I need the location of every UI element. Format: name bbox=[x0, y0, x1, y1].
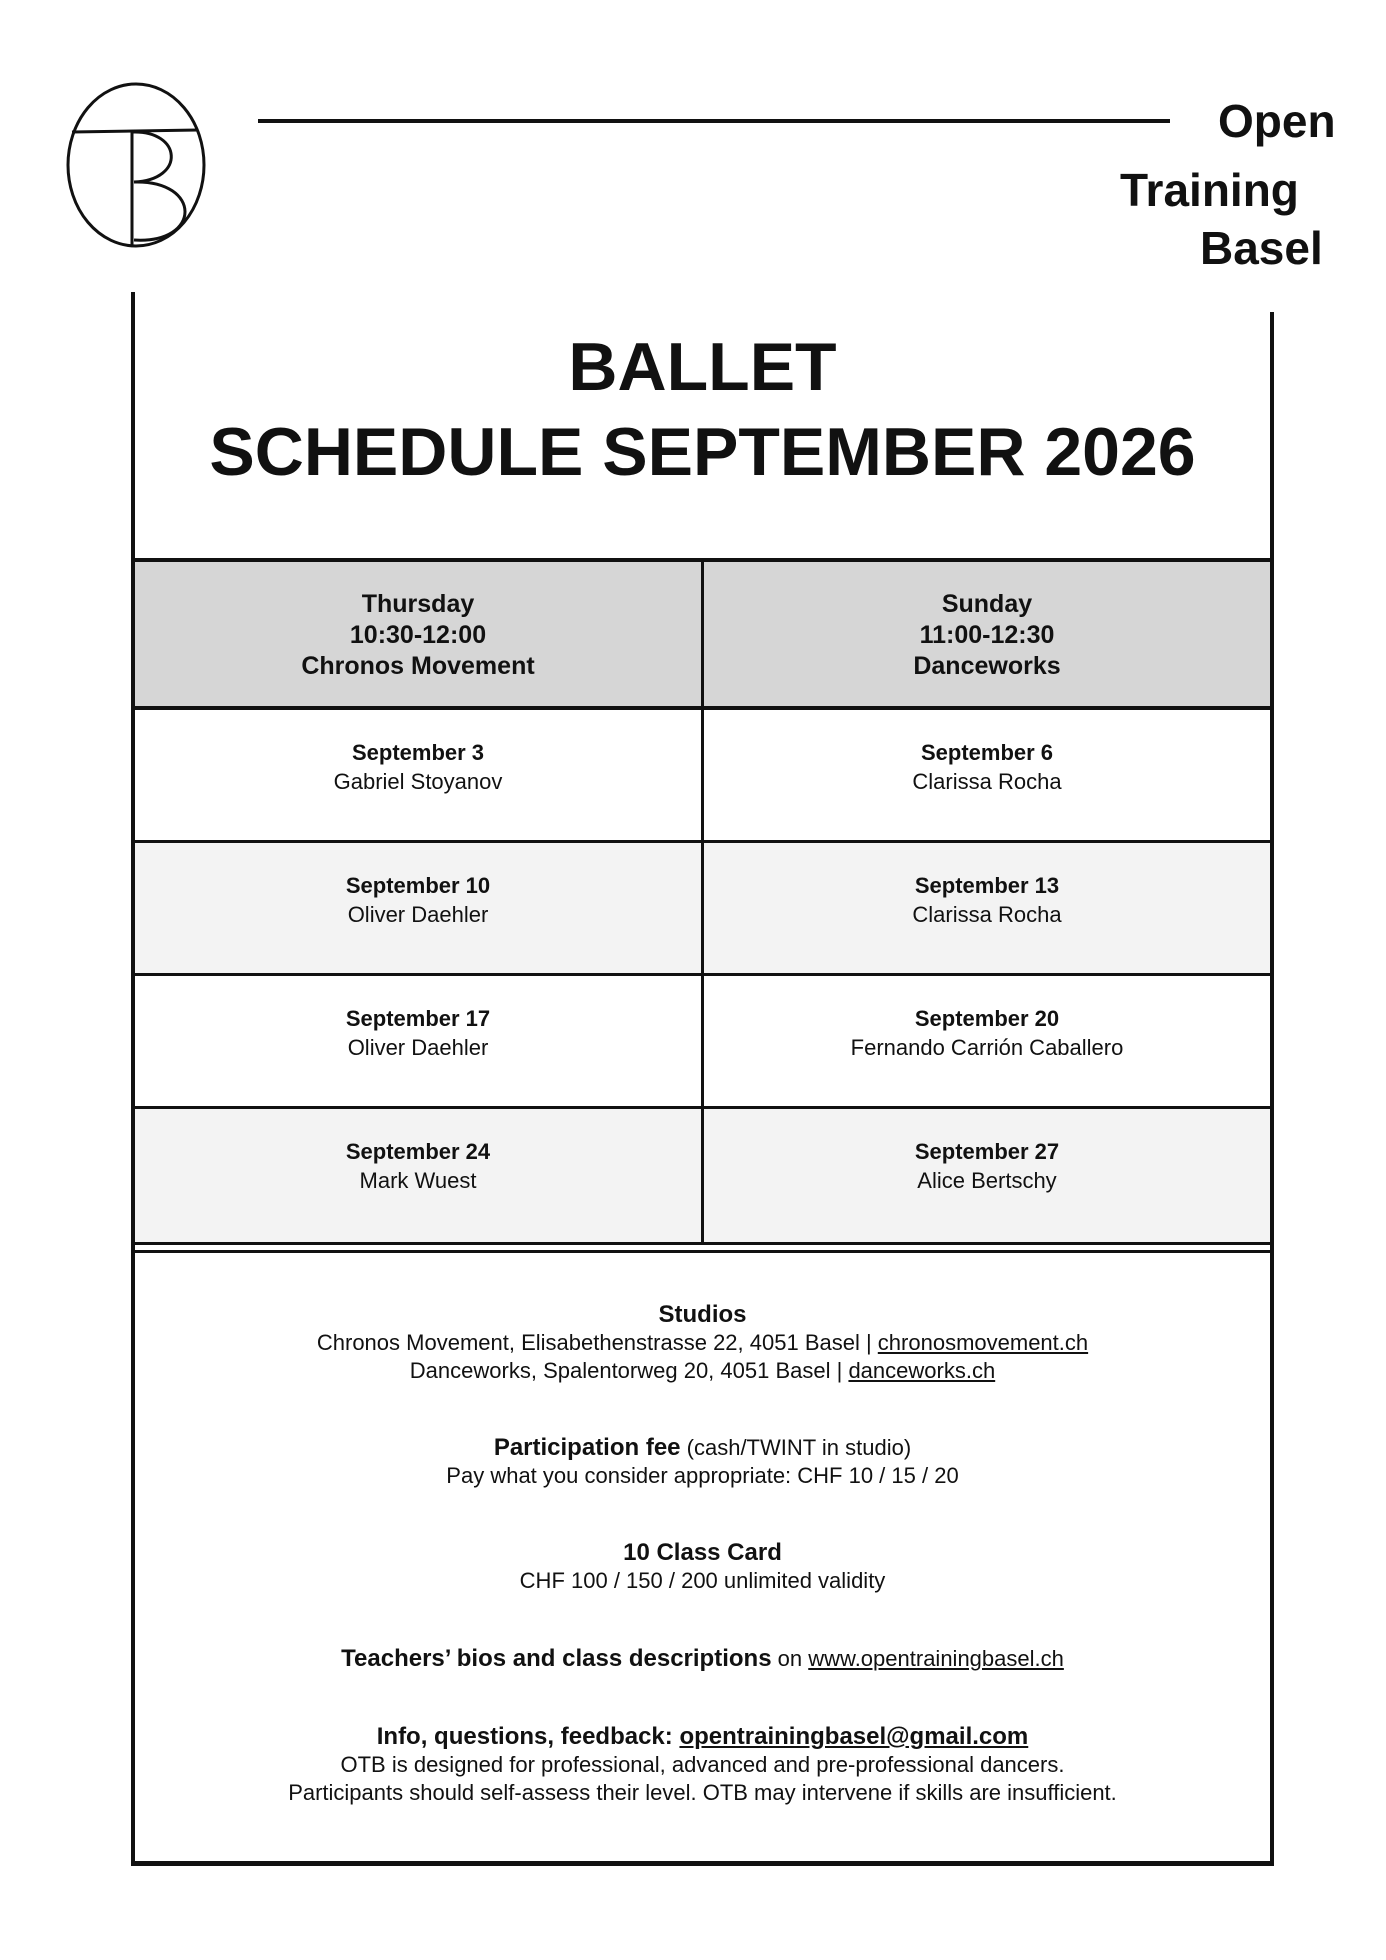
header-sunday bbox=[704, 589, 1270, 682]
header-day: Thursday bbox=[361, 590, 475, 618]
header-studio: Danceworks bbox=[913, 652, 1061, 680]
page-subtitle: SCHEDULE SEPTEMBER 2026 bbox=[209, 414, 1196, 490]
studio-line-danceworks bbox=[135, 1357, 1270, 1385]
class-card-section bbox=[135, 1539, 1270, 1595]
bios-heading: Teachers’ bios and class descriptions bbox=[341, 1645, 772, 1672]
class-card-heading: 10 Class Card bbox=[623, 1539, 782, 1566]
otb-logo bbox=[64, 80, 208, 250]
fee-heading: Participation fee bbox=[493, 1434, 681, 1461]
brand-training: Training bbox=[1120, 164, 1299, 216]
contact-heading: Info, questions, feedback: bbox=[376, 1723, 680, 1750]
studios-section bbox=[135, 1301, 1270, 1385]
frame-right-border bbox=[1270, 312, 1274, 1865]
fee-text: Pay what you consider appropriate: CHF 10 / 15 / 20 bbox=[446, 1463, 959, 1488]
disclaimer-line-2: Participants should self-assess their level. OTB may intervene if skills are insufficient. bbox=[288, 1780, 1117, 1805]
fee-note: (cash/TWINT in studio) bbox=[680, 1435, 912, 1460]
danceworks-link[interactable]: danceworks.ch bbox=[848, 1358, 996, 1383]
teacher-name: Clarissa Rocha bbox=[912, 769, 1062, 794]
teacher-name: Fernando Carrión Caballero bbox=[850, 1035, 1124, 1060]
teacher-name: Oliver Daehler bbox=[347, 902, 489, 927]
disclaimer-line-1: OTB is designed for professional, advanced and pre-professional dancers. bbox=[340, 1752, 1065, 1777]
class-date: September 6 bbox=[920, 740, 1054, 765]
studio-address: Chronos Movement, Elisabethenstrasse 22, 4051 Basel | bbox=[316, 1330, 878, 1355]
fee-heading-line bbox=[135, 1434, 1270, 1462]
table-cell bbox=[135, 871, 701, 929]
website-link[interactable]: www.opentrainingbasel.ch bbox=[808, 1646, 1064, 1671]
brand-open: Open bbox=[1218, 95, 1336, 147]
frame-bottom-border bbox=[131, 1861, 1274, 1866]
studios-heading: Studios bbox=[658, 1301, 747, 1328]
class-card-text: CHF 100 / 150 / 200 unlimited validity bbox=[519, 1568, 886, 1593]
table-bottom-border-inner bbox=[135, 1250, 1270, 1253]
header-time: 11:00-12:30 bbox=[919, 621, 1055, 649]
table-cell bbox=[135, 1004, 701, 1062]
studio-line-chronos bbox=[135, 1329, 1270, 1357]
otb-monogram-icon bbox=[64, 80, 208, 250]
table-cell bbox=[704, 1004, 1270, 1062]
teacher-name: Alice Bertschy bbox=[917, 1168, 1057, 1193]
table-cell bbox=[704, 871, 1270, 929]
email-link[interactable]: opentrainingbasel@gmail.com bbox=[679, 1723, 1029, 1750]
class-date: September 3 bbox=[351, 740, 485, 765]
class-date: September 10 bbox=[345, 873, 491, 898]
page-title: BALLET bbox=[568, 329, 837, 405]
contact-line bbox=[135, 1723, 1270, 1751]
fee-section bbox=[135, 1434, 1270, 1490]
class-date: September 27 bbox=[914, 1139, 1060, 1164]
bios-section bbox=[135, 1645, 1270, 1673]
teacher-name: Mark Wuest bbox=[359, 1168, 477, 1193]
header-thursday bbox=[135, 589, 701, 682]
class-date: September 20 bbox=[914, 1006, 1060, 1031]
teacher-name: Oliver Daehler bbox=[347, 1035, 489, 1060]
class-date: September 13 bbox=[914, 873, 1060, 898]
teacher-name: Clarissa Rocha bbox=[912, 902, 1062, 927]
bios-on: on bbox=[771, 1646, 809, 1671]
studio-address: Danceworks, Spalentorweg 20, 4051 Basel | bbox=[409, 1358, 849, 1383]
class-date: September 24 bbox=[345, 1139, 491, 1164]
column-divider bbox=[701, 562, 704, 1242]
header-studio: Chronos Movement bbox=[301, 652, 535, 680]
table-cell bbox=[704, 738, 1270, 796]
table-bottom-border bbox=[135, 1242, 1270, 1245]
table-cell bbox=[135, 1137, 701, 1195]
header-day: Sunday bbox=[941, 590, 1033, 618]
brand-basel: Basel bbox=[1200, 222, 1323, 274]
class-date: September 17 bbox=[345, 1006, 491, 1031]
contact-section bbox=[135, 1723, 1270, 1807]
header-rule bbox=[258, 119, 1170, 123]
header-time: 10:30-12:00 bbox=[349, 621, 487, 649]
table-cell bbox=[704, 1137, 1270, 1195]
chronos-link[interactable]: chronosmovement.ch bbox=[877, 1330, 1089, 1355]
teacher-name: Gabriel Stoyanov bbox=[333, 769, 503, 794]
table-cell bbox=[135, 738, 701, 796]
